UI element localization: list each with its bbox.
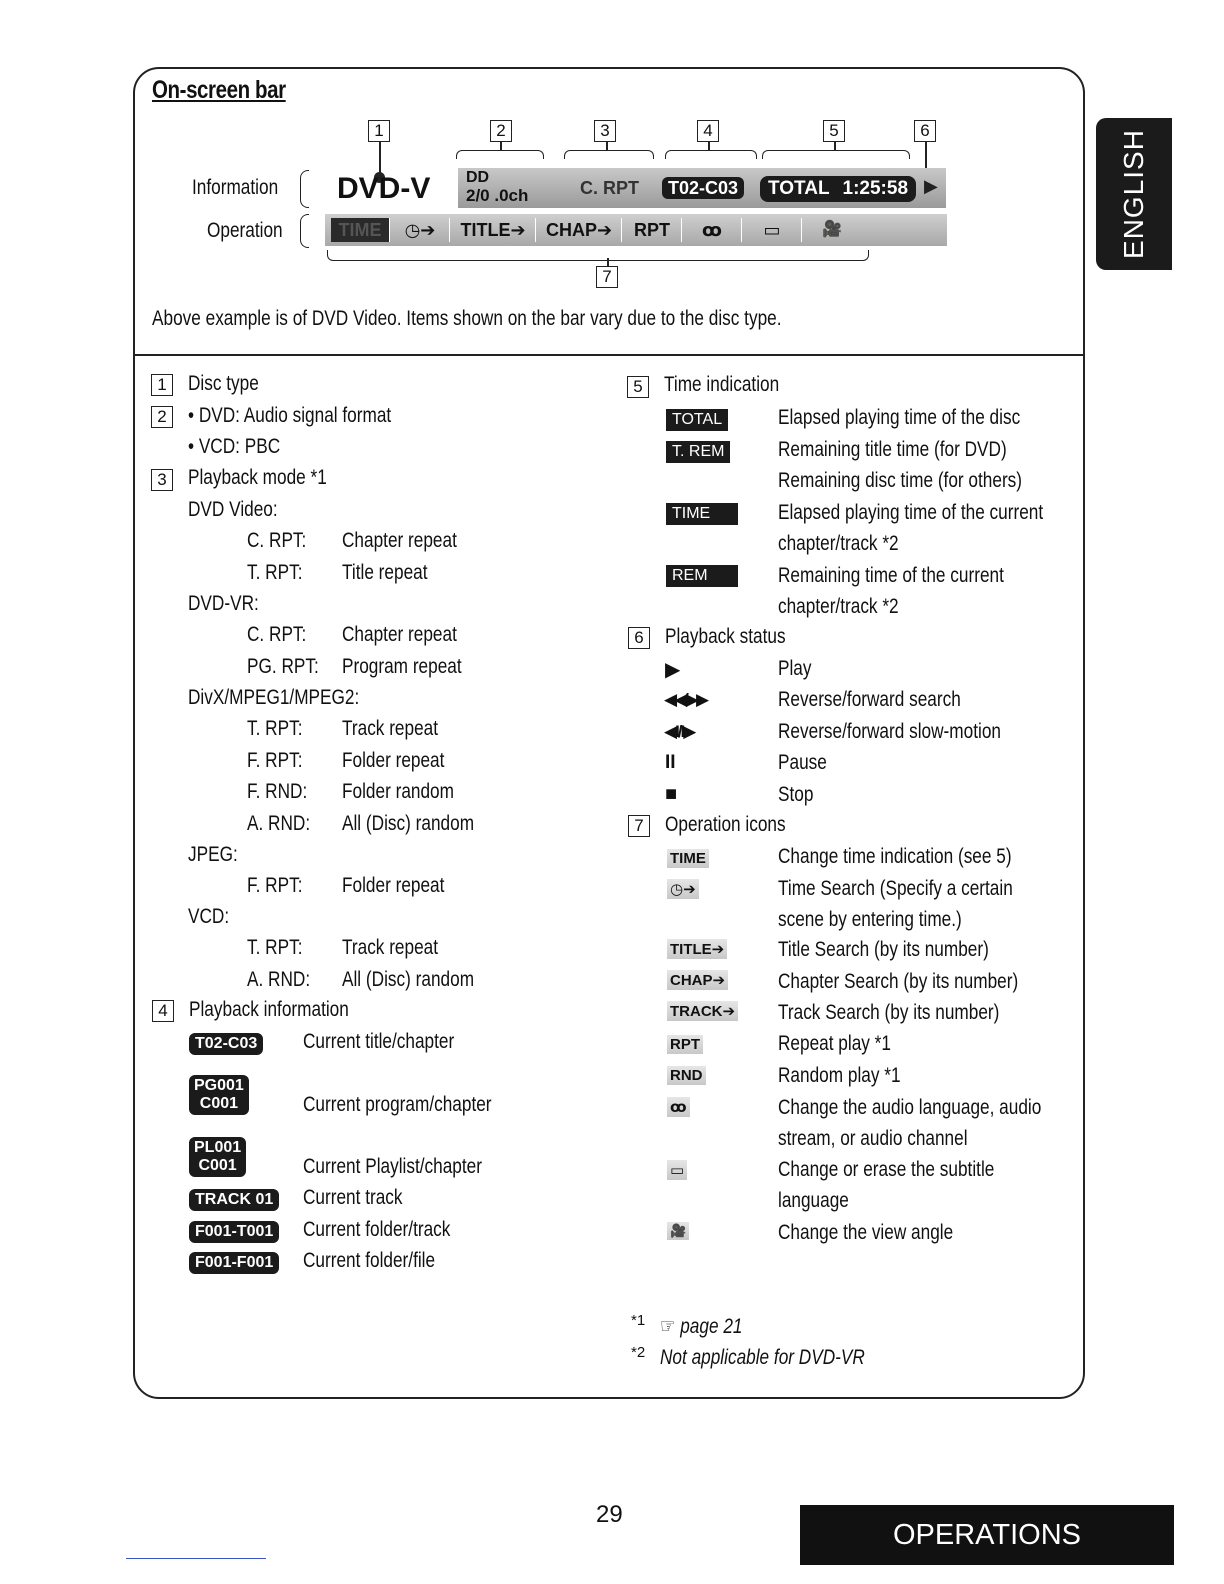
op-desc: Track Search (by its number) bbox=[778, 1001, 1000, 1024]
section-4-title: Playback information bbox=[189, 998, 349, 1021]
mode-desc: Track repeat bbox=[342, 717, 439, 740]
section-5-number: 5 bbox=[627, 376, 649, 398]
section-7-number: 7 bbox=[628, 815, 650, 837]
subtitle-icon: ▭ bbox=[667, 1160, 687, 1180]
t-rem-badge: T. REM bbox=[666, 441, 730, 463]
section-4-number: 4 bbox=[152, 1000, 174, 1022]
info-desc: Current track bbox=[303, 1186, 403, 1209]
info-desc: Current Playlist/chapter bbox=[303, 1155, 482, 1178]
op-desc: Random play *1 bbox=[778, 1064, 901, 1087]
mode-key: A. RND: bbox=[247, 812, 311, 835]
time-desc: Elapsed playing time of the disc bbox=[778, 406, 1021, 429]
time-search-icon: ◷➔ bbox=[667, 879, 699, 899]
callout-5: 5 bbox=[823, 120, 845, 142]
stop-icon: ■ bbox=[665, 783, 678, 805]
op-time-search-button[interactable]: ◷➔ bbox=[391, 218, 450, 242]
connector-2 bbox=[500, 142, 502, 150]
section-1-number: 1 bbox=[151, 374, 173, 396]
play-status-icon: ▶ bbox=[924, 176, 938, 196]
op-desc: stream, or audio channel bbox=[778, 1127, 968, 1150]
folder-track-badge: F001-T001 bbox=[189, 1221, 279, 1243]
callout-7: 7 bbox=[596, 266, 618, 288]
status-desc: Stop bbox=[778, 783, 814, 806]
page-title: On-screen bar bbox=[152, 76, 286, 104]
chapter-search-icon: CHAP➔ bbox=[667, 970, 728, 990]
op-angle-button[interactable]: 🎥 bbox=[822, 221, 842, 238]
time-label: TOTAL bbox=[768, 178, 830, 199]
mode-key: F. RPT: bbox=[247, 749, 303, 772]
language-tab bbox=[1096, 118, 1172, 270]
audio-icon: ꝏ bbox=[667, 1097, 690, 1117]
time-desc: Elapsed playing time of the current bbox=[778, 501, 1044, 524]
op-desc: Change or erase the subtitle bbox=[778, 1158, 995, 1181]
mode-key: C. RPT: bbox=[247, 529, 307, 552]
time-desc: chapter/track *2 bbox=[778, 595, 899, 618]
time-op-icon: TIME bbox=[667, 849, 709, 868]
connector-5 bbox=[834, 142, 836, 150]
info-desc: Current program/chapter bbox=[303, 1093, 492, 1116]
mode-desc: Program repeat bbox=[342, 655, 462, 678]
status-desc: Play bbox=[778, 657, 812, 680]
note-1-mark: *1 bbox=[631, 1312, 646, 1329]
callout-2: 2 bbox=[490, 120, 512, 142]
mode-key: F. RND: bbox=[247, 780, 308, 803]
connector-7 bbox=[607, 258, 609, 266]
badge-line-1: PG001 bbox=[194, 1077, 244, 1094]
badge-line-2: C001 bbox=[199, 1095, 239, 1112]
op-desc: Title Search (by its number) bbox=[778, 938, 989, 961]
mode-desc: All (Disc) random bbox=[342, 968, 475, 991]
op-desc: Repeat play *1 bbox=[778, 1032, 891, 1055]
op-subtitle-button[interactable]: ▭ bbox=[743, 218, 802, 242]
section-6-title: Playback status bbox=[665, 625, 786, 648]
section-2-line-2: • VCD: PBC bbox=[188, 435, 281, 458]
badge-line-2: C001 bbox=[198, 1157, 237, 1174]
mode-desc: Chapter repeat bbox=[342, 623, 457, 646]
track-search-icon: TRACK➔ bbox=[667, 1001, 738, 1021]
note-2-mark: *2 bbox=[631, 1344, 646, 1361]
mode-desc: Title repeat bbox=[342, 561, 428, 584]
disc-type-label: DVD-V bbox=[337, 172, 431, 205]
time-desc: Remaining disc time (for others) bbox=[778, 469, 1023, 492]
status-desc: Reverse/forward search bbox=[778, 688, 961, 711]
op-desc: Change the view angle bbox=[778, 1221, 954, 1244]
section-6-number: 6 bbox=[628, 627, 650, 649]
op-title-search-button[interactable]: TITLE➔ bbox=[451, 218, 536, 242]
op-audio-button[interactable]: ꝏ bbox=[683, 218, 742, 242]
mode-key: A. RND: bbox=[247, 968, 311, 991]
section-3-number: 3 bbox=[151, 469, 173, 491]
playback-mode: C. RPT bbox=[580, 178, 640, 198]
mode-key: T. RPT: bbox=[247, 561, 303, 584]
folder-file-badge: F001-F001 bbox=[189, 1252, 279, 1274]
mode-desc: Track repeat bbox=[342, 936, 439, 959]
group-bracket-2 bbox=[456, 150, 544, 159]
vcd-label: VCD: bbox=[188, 905, 230, 928]
information-label: Information bbox=[192, 176, 279, 199]
mode-key: C. RPT: bbox=[247, 623, 307, 646]
op-desc: Change the audio language, audio bbox=[778, 1096, 1042, 1119]
op-chapter-search-button[interactable]: CHAP➔ bbox=[537, 218, 622, 242]
operation-label: Operation bbox=[207, 219, 283, 242]
group-bracket-4 bbox=[665, 150, 757, 159]
connector-4 bbox=[708, 142, 710, 150]
audio-format: 2/0 .0ch bbox=[466, 186, 529, 205]
time-desc: chapter/track *2 bbox=[778, 532, 899, 555]
section-1-title: Disc type bbox=[188, 372, 259, 395]
information-bar bbox=[458, 168, 946, 208]
status-desc: Reverse/forward slow-motion bbox=[778, 720, 1001, 743]
callout-6: 6 bbox=[914, 120, 936, 142]
dvd-video-label: DVD Video: bbox=[188, 498, 278, 521]
info-desc: Current title/chapter bbox=[303, 1030, 455, 1053]
note-2-text: Not applicable for DVD-VR bbox=[660, 1346, 865, 1369]
program-chapter-badge bbox=[189, 1075, 249, 1115]
mode-key: T. RPT: bbox=[247, 717, 303, 740]
section-7-title: Operation icons bbox=[665, 813, 786, 836]
section-3-title: Playback mode *1 bbox=[188, 466, 327, 489]
op-desc: scene by entering time.) bbox=[778, 908, 962, 931]
section-2-line-1: • DVD: Audio signal format bbox=[188, 404, 392, 427]
title-chapter-badge: T02-C03 bbox=[662, 177, 744, 199]
callout-4: 4 bbox=[697, 120, 719, 142]
playlist-chapter-badge bbox=[189, 1137, 246, 1177]
op-desc: language bbox=[778, 1189, 849, 1212]
mode-desc: All (Disc) random bbox=[342, 812, 475, 835]
page-number: 29 bbox=[596, 1501, 623, 1528]
language-tab-label: ENGLISH bbox=[1118, 129, 1149, 259]
mode-desc: Folder random bbox=[342, 780, 454, 803]
time-indication bbox=[760, 176, 916, 202]
track-badge: TRACK 01 bbox=[189, 1189, 279, 1211]
pause-icon: II bbox=[665, 752, 676, 773]
title-chapter-badge: T02-C03 bbox=[189, 1033, 263, 1055]
rem-badge: REM bbox=[666, 565, 738, 587]
mode-desc: Folder repeat bbox=[342, 749, 445, 772]
information-bracket bbox=[300, 170, 309, 208]
section-5-title: Time indication bbox=[664, 373, 780, 396]
section-2-number: 2 bbox=[151, 406, 173, 428]
time-value: 1:25:58 bbox=[842, 178, 909, 199]
search-arrows-icon: ◀◀/▶▶ bbox=[664, 690, 707, 709]
callout-1: 1 bbox=[368, 120, 390, 142]
mode-desc: Chapter repeat bbox=[342, 529, 457, 552]
badge-line-1: PL001 bbox=[194, 1139, 242, 1156]
dvd-vr-label: DVD-VR: bbox=[188, 592, 259, 615]
info-desc: Current folder/track bbox=[303, 1218, 451, 1241]
time-desc: Remaining time of the current bbox=[778, 564, 1004, 587]
op-desc: Change time indication (see 5) bbox=[778, 845, 1012, 868]
group-bracket-5 bbox=[762, 150, 910, 159]
dolby-logo: DD bbox=[466, 169, 490, 186]
operation-bracket bbox=[300, 214, 309, 248]
mode-desc: Folder repeat bbox=[342, 874, 445, 897]
diagram-caption: Above example is of DVD Video. Items shown on the bar vary due to the disc type. bbox=[152, 307, 782, 330]
connector-3 bbox=[606, 142, 608, 150]
op-desc: Time Search (Specify a certain bbox=[778, 877, 1013, 900]
note-1-text: ☞ page 21 bbox=[660, 1315, 743, 1338]
info-desc: Current folder/file bbox=[303, 1249, 436, 1272]
time-badge: TIME bbox=[666, 503, 738, 525]
mode-key: F. RPT: bbox=[247, 874, 303, 897]
jpeg-label: JPEG: bbox=[188, 843, 238, 866]
mode-key: T. RPT: bbox=[247, 936, 303, 959]
divx-label: DivX/MPEG1/MPEG2: bbox=[188, 686, 360, 709]
op-desc: Chapter Search (by its number) bbox=[778, 970, 1019, 993]
group-bracket-7 bbox=[327, 250, 869, 261]
section-divider bbox=[133, 354, 1083, 356]
operation-bar bbox=[325, 214, 947, 246]
total-badge: TOTAL bbox=[666, 409, 728, 431]
op-time-button[interactable]: TIME bbox=[331, 218, 390, 242]
callout-3: 3 bbox=[594, 120, 616, 142]
status-desc: Pause bbox=[778, 751, 827, 774]
angle-icon: 🎥 bbox=[667, 1222, 689, 1240]
section-tab: OPERATIONS bbox=[800, 1505, 1174, 1565]
group-bracket-3 bbox=[564, 150, 654, 159]
slow-motion-icon: ◀I/I▶ bbox=[664, 722, 695, 741]
random-icon: RND bbox=[667, 1066, 706, 1085]
repeat-icon: RPT bbox=[667, 1035, 703, 1054]
op-repeat-button[interactable]: RPT bbox=[623, 218, 682, 242]
mode-key: PG. RPT: bbox=[247, 655, 319, 678]
footer-rule bbox=[126, 1558, 266, 1559]
play-icon: ▶ bbox=[665, 659, 681, 681]
time-desc: Remaining title time (for DVD) bbox=[778, 438, 1007, 461]
title-search-icon: TITLE➔ bbox=[667, 939, 727, 959]
